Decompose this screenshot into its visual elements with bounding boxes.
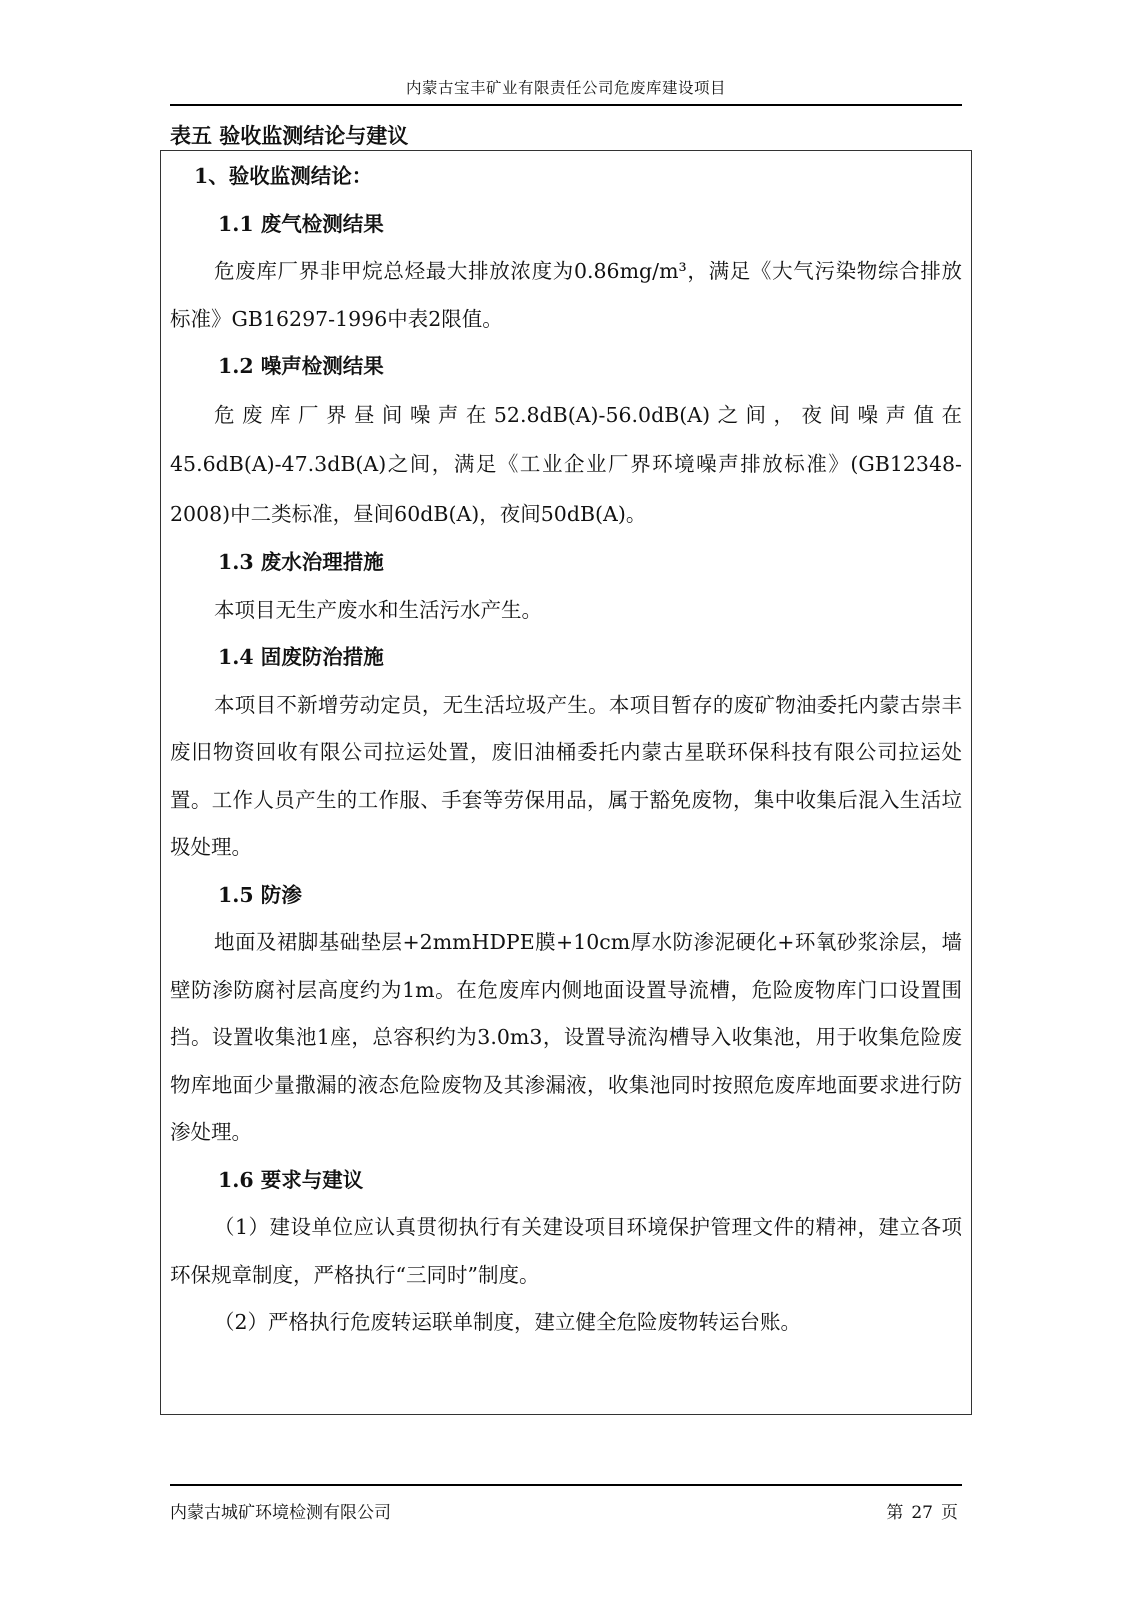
page-number bbox=[882, 1498, 962, 1523]
page-prefix: 第 bbox=[886, 1503, 904, 1523]
heading-requirements: 1.6 要求与建议 bbox=[218, 1167, 364, 1192]
requirement-item-1: （1）建设单位应认真贯彻执行有关建设项目环境保护管理文件的精神，建立各项环保规章制度，严格执行“三同时”制度。 bbox=[170, 1215, 962, 1287]
footer-divider bbox=[170, 1484, 962, 1486]
page-number-value: 27 bbox=[911, 1503, 933, 1523]
requirement-item-2: （2）严格执行危废转运联单制度，建立健全危险废物转运台账。 bbox=[214, 1310, 802, 1334]
paragraph-solid-waste-measures: 本项目不新增劳动定员，无生活垃圾产生。本项目暂存的废矿物油委托内蒙古崇丰废旧物资回收有限公司拉运处置，废旧油桶委托内蒙古星联环保科技有限公司拉运处置。工作人员产生的工作服、手套等劳保用品，属于豁免废物，集中收集后混入生活垃圾处理。 bbox=[170, 692, 962, 859]
heading-exhaust-results: 1.1 废气检测结果 bbox=[218, 211, 384, 236]
paragraph-seepage-prevention: 地面及裙脚基础垫层+2mmHDPE膜+10cm厚水防渗泥硬化+环氧砂浆涂层，墙壁防渗防腐衬层高度约为1m。在危废库内侧地面设置导流槽，危险废物库门口设置围挡。设置收集池1座，总容积约为3.0m3，设置导流沟槽导入收集池，用于收集危险废物库地面少量撒漏的液态危险废物及其渗漏液，收集池同时按照危废库地面要求进行防渗处理。 bbox=[170, 930, 962, 1144]
paragraph-noise-results: 危废库厂界昼间噪声在52.8dB(A)-56.0dB(A)之间，夜间噪声值在45.6dB(A)-47.3dB(A)之间，满足《工业企业厂界环境噪声排放标准》(GB12348-2008)中二类标准，昼间60dB(A)，夜间50dB(A)。 bbox=[170, 402, 962, 526]
section-title: 表五 验收监测结论与建议 bbox=[170, 123, 409, 148]
heading-wastewater-measures: 1.3 废水治理措施 bbox=[218, 550, 384, 574]
paragraph-exhaust-results: 危废库厂界非甲烷总烃最大排放浓度为0.86mg/m³，满足《大气污染物综合排放标准》GB16297-1996中表2限值。 bbox=[170, 259, 962, 331]
header-divider bbox=[170, 104, 962, 106]
footer-company: 内蒙古城矿环境检测有限公司 bbox=[170, 1503, 391, 1523]
running-header: 内蒙古宝丰矿业有限责任公司危废库建设项目 bbox=[405, 79, 726, 97]
paragraph-wastewater-measures: 本项目无生产废水和生活污水产生。 bbox=[214, 597, 542, 622]
page-suffix: 页 bbox=[941, 1503, 958, 1523]
heading-solid-waste-measures: 1.4 固废防治措施 bbox=[218, 645, 384, 669]
heading-seepage-prevention: 1.5 防渗 bbox=[218, 882, 302, 907]
content-body bbox=[170, 153, 962, 1347]
heading-noise-results: 1.2 噪声检测结果 bbox=[218, 354, 384, 378]
heading-conclusions: 1、验收监测结论： bbox=[194, 164, 373, 188]
